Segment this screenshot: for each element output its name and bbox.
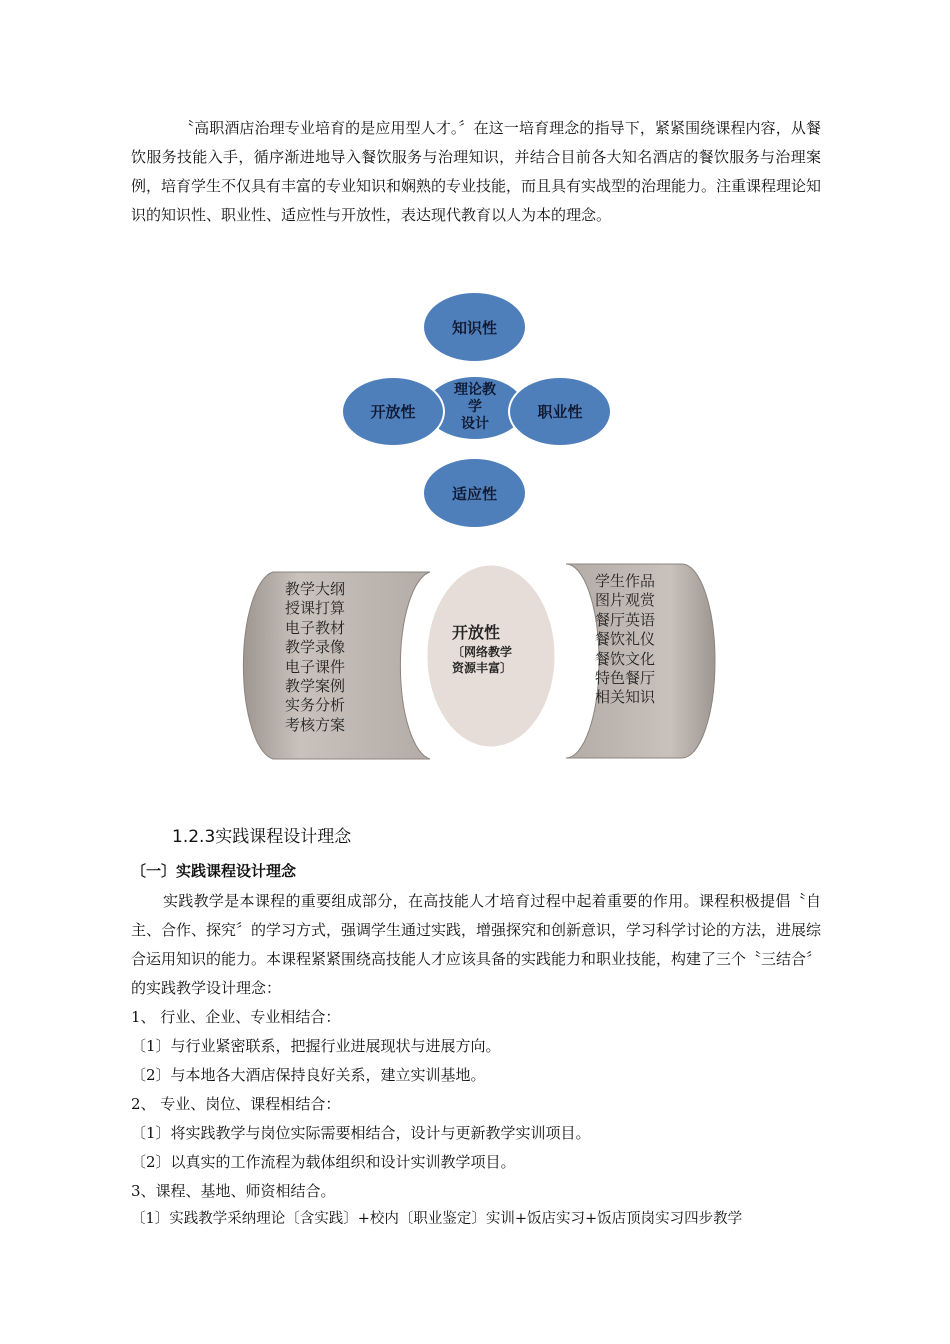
list-line: 〔2〕与本地各大酒店保持良好关系，建立实训基地。: [131, 1066, 486, 1084]
right-item: 相关知识: [595, 688, 656, 707]
list-line: 〔2〕以真实的工作流程为载体组织和设计实训教学项目。: [131, 1153, 516, 1171]
right-item: 特色餐厅: [595, 669, 656, 688]
right-item: 餐饮礼仪: [595, 630, 656, 649]
left-item: 考核方案: [285, 715, 346, 734]
list-line: 〔1〕与行业紧密联系，把握行业进展现状与进展方向。: [131, 1037, 501, 1055]
right-item: 餐饮文化: [595, 649, 656, 668]
list-line: 〔1〕将实践教学与岗位实际需要相结合，设计与更新教学实训项目。: [131, 1124, 591, 1142]
list-line: 1、 行业、企业、专业相结合：: [131, 1008, 341, 1026]
right-cylinder-list: [595, 572, 655, 708]
center-line-2: 学: [468, 399, 482, 415]
list-line: 〔1〕实践教学采纳理论〔含实践〕+校内〔职业鉴定〕实训+饭店实习+饭店顶岗实习四步教学: [131, 1211, 743, 1227]
oval-top-label: 知识性: [451, 318, 497, 337]
list-line: 3、课程、基地、师资相结合。: [131, 1182, 336, 1200]
center-title: 开放性: [452, 623, 501, 642]
oval-bottom-label: 适应性: [451, 484, 497, 503]
section-heading: 1.2.3实践课程设计理念: [172, 827, 352, 847]
intro-paragraph: 〝高职酒店治理专业培育的是应用型人才。〞在这一培育理念的指导下，紧紧围绕课程内容，从餐饮服务技能入手，循序渐进地导入餐饮服务与治理知识，并结合目前各大知名酒店的餐饮服务与治理案例，培育学生不仅具有丰富的专业知识和娴熟的专业技能，而且具有实战型的治理能力。注重课程理论知识的知识性、职业性、适应性与开放性，表达现代教育以人为本的理念。: [131, 119, 822, 224]
right-item: 餐厅英语: [595, 610, 656, 629]
right-item: 学生作品: [595, 572, 656, 590]
center-sub-1: 〔网络教学: [452, 645, 513, 659]
left-item: 电子教材: [285, 618, 346, 637]
left-cylinder-list: [285, 580, 345, 735]
subsection-heading: 〔一〕实践课程设计理念: [131, 862, 297, 880]
left-item: 电子课件: [285, 657, 346, 676]
practice-paragraph: 实践教学是本课程的重要组成部分，在高技能人才培育过程中起着重要的作用。课程积极提倡〝自主、合作、探究〞的学习方式，强调学生通过实践，增强探究和创新意识，学习科学讨论的方法，进展综合运用知识的能力。本课程紧紧围绕高技能人才应该具备的实践能力和职业技能，构建了三个〝三结合〞的实践教学设计理念：: [131, 892, 822, 997]
center-line-1: 理论教: [454, 382, 496, 398]
left-item: 实务分析: [285, 696, 346, 715]
left-item: 教学大纲: [285, 580, 346, 598]
left-item: 教学录像: [285, 638, 346, 657]
right-item: 图片观赏: [595, 591, 656, 610]
oval-right-label: 职业性: [537, 403, 583, 421]
center-ellipse-text: [452, 622, 512, 676]
oval-left-label: 开放性: [370, 403, 416, 421]
center-line-3: 设计: [461, 416, 489, 432]
left-item: 授课打算: [285, 599, 346, 618]
center-sub-2: 资源丰富〕: [452, 661, 513, 675]
left-item: 教学案例: [285, 677, 346, 696]
list-line: 2、 专业、岗位、课程相结合：: [131, 1095, 341, 1113]
